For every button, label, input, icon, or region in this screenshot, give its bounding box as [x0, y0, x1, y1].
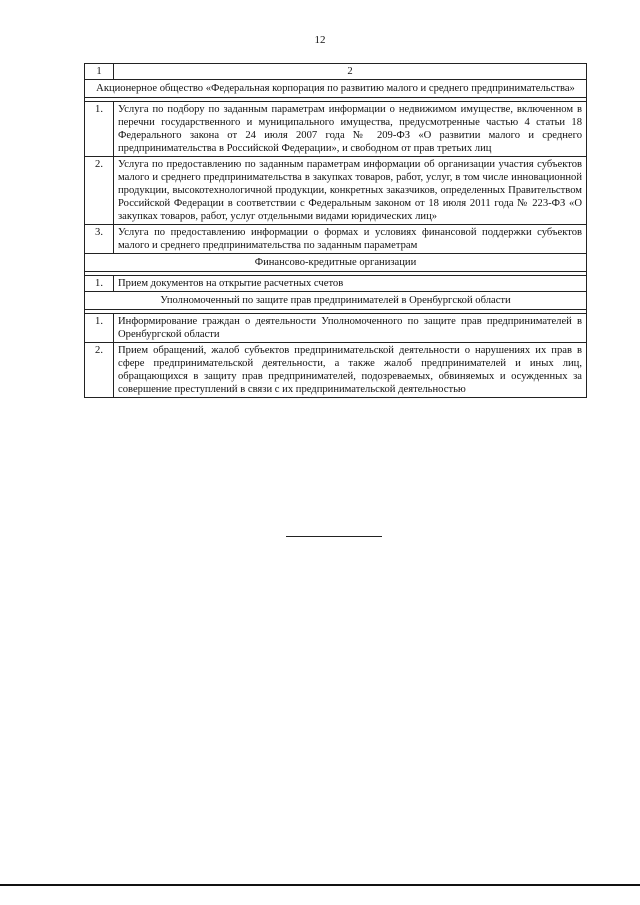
row-text: Услуга по предоставлению по заданным параметрам информации об организации участия субъектов малого и среднего предпринимательства в закупках товаров, работ, услуг, в том числе инновационной продукции, высокотехнологичной продукции, конкретных заказчиков, определенных Правительством Российской Федерации в соответствии с Федеральным законом от 18 июля 2011 года № 223-ФЗ «О закупках товаров, работ, услуг отдельными видами юридических лиц» [114, 157, 587, 225]
page-bottom-rule [0, 884, 640, 886]
section-title: Акционерное общество «Федеральная корпорация по развитию малого и среднего предпринимательства» [85, 80, 587, 98]
row-number: 1. [85, 276, 114, 292]
column-header-2: 2 [114, 64, 587, 80]
row-text: Информирование граждан о деятельности Уполномоченного по защите прав предпринимателей в Оренбургской области [114, 314, 587, 343]
table-header-row [85, 64, 587, 80]
row-number: 3. [85, 225, 114, 254]
section-title: Уполномоченный по защите прав предпринимателей в Оренбургской области [85, 292, 587, 310]
row-number: 2. [85, 157, 114, 225]
page-number: 12 [314, 34, 326, 46]
row-text: Прием обращений, жалоб субъектов предпринимательской деятельности о нарушениях их прав в сфере предпринимательской деятельности, а также жалоб предпринимателей и иных лиц, обращающихся в защиту прав предпринимателей, подозреваемых, обвиняемых и осужденных за совершение преступлений в связи с их предпринимательской деятельностью [114, 343, 587, 398]
column-header-1: 1 [85, 64, 114, 80]
row-text: Услуга по предоставлению информации о формах и условиях финансовой поддержки субъектов малого и среднего предпринимательства по заданным параметрам [114, 225, 587, 254]
table-row [85, 314, 587, 343]
section-title: Финансово-кредитные организации [85, 254, 587, 272]
row-text: Услуга по подбору по заданным параметрам информации о недвижимом имуществе, включенном в перечни государственного и муниципального имущества, предусмотренные частью 4 статьи 18 Федерального закона от 24 июля 2007 года № 209-ФЗ «О развитии малого и среднего предпринимательства в Российской Федерации», и свободном от прав третьих лиц [114, 102, 587, 157]
section-header-row [85, 80, 587, 98]
table-row [85, 157, 587, 225]
table-row [85, 343, 587, 398]
section-header-row [85, 292, 587, 310]
table-row [85, 102, 587, 157]
row-number: 1. [85, 102, 114, 157]
row-number: 2. [85, 343, 114, 398]
row-text: Прием документов на открытие расчетных счетов [114, 276, 587, 292]
row-number: 1. [85, 314, 114, 343]
table-row [85, 225, 587, 254]
end-of-document-rule [286, 536, 382, 537]
table-row [85, 276, 587, 292]
section-header-row [85, 254, 587, 272]
services-table [84, 63, 587, 398]
